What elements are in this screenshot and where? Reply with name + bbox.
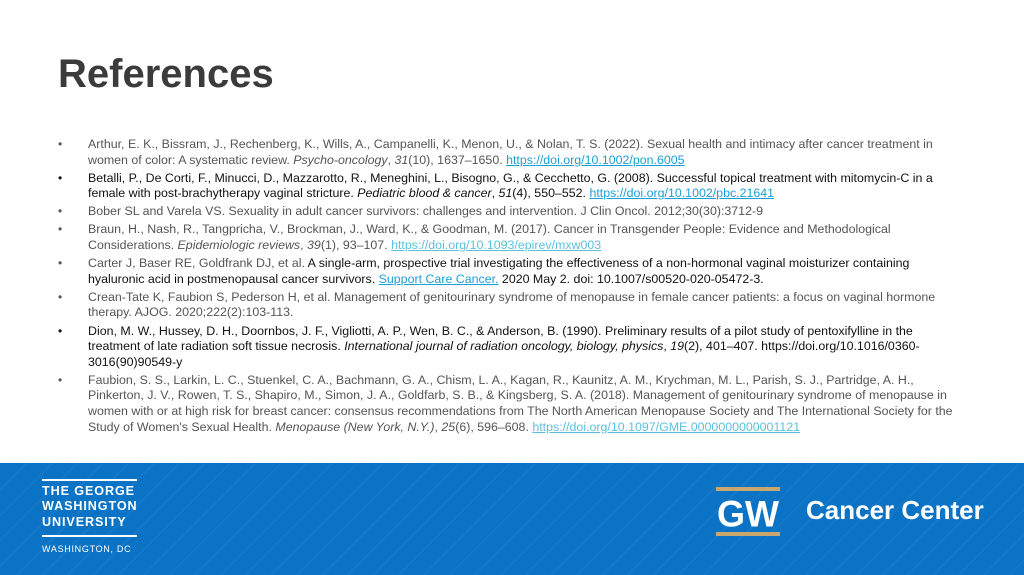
- bullet: •: [58, 222, 63, 237]
- doi-link[interactable]: https://doi.org/10.1002/pon.6005: [506, 152, 685, 167]
- gw-logo-icon: [716, 487, 780, 536]
- reference-text: Betalli, P., De Corti, F., Minucci, D., Mazzarotto, R., Meneghini, L., Bisogno, G., & Cecchetto, G. (2008). Successful topical treatment with mitomycin-C in a female with post-brachytherapy vaginal stricture.: [88, 170, 933, 201]
- divider: [42, 479, 137, 481]
- separator: ,: [663, 339, 671, 354]
- doi-link[interactable]: https://doi.org/10.1002/pbc.21641: [589, 186, 775, 201]
- reference-item: [58, 290, 966, 321]
- wordmark-line: THE GEORGE: [42, 483, 135, 498]
- bullet: •: [58, 323, 63, 338]
- reference-authors: Carter J, Baser RE, Goldfrank DJ, et al.: [88, 256, 308, 271]
- volume: 51: [498, 186, 513, 201]
- reference-text: Faubion, S. S., Larkin, L. C., Stuenkel, C. A., Bachmann, G. A., Chism, L. A., Kagan, R., Kaunitz, A. M., Krychman, M. L., Parish, S. J., Partridge, A. H., Pinkerton, J. V., Rowen, T. S., Shapiro, M., Simon, J. A., Goldfarb, S. B., & Kingsberg, S. A. (2018). Management of genitourinary syndrome of menopause in women with or at high risk for breast cancer: consensus recommendations from The North American Menopause Society and The International Society for the Study of Women's Sexual Health.: [88, 372, 953, 434]
- reference-item: [58, 204, 966, 220]
- center-name: Cancer Center: [806, 495, 984, 525]
- journal-name: Epidemiologic reviews: [177, 238, 301, 253]
- bullet: •: [58, 137, 63, 151]
- bullet: •: [58, 372, 63, 387]
- bullet: •: [58, 256, 63, 271]
- bullet: •: [58, 204, 63, 219]
- volume: 31: [394, 152, 409, 167]
- bullet: •: [58, 289, 63, 304]
- reference-item: [58, 171, 966, 202]
- gwu-wordmark: [42, 479, 137, 554]
- journal-name: Psycho-oncology: [293, 152, 388, 167]
- divider: [42, 535, 137, 537]
- volume: 19: [670, 339, 685, 354]
- separator: ,: [491, 186, 499, 201]
- reference-list: [58, 137, 966, 438]
- journal-name: Menopause (New York, N.Y.): [275, 419, 435, 434]
- location-label: WASHINGTON, DC: [42, 543, 132, 554]
- reference-item: [58, 373, 966, 435]
- journal-name: Pediatric blood & cancer: [357, 186, 492, 201]
- reference-text: Arthur, E. K., Bissram, J., Rechenberg, K., Wills, A., Campanelli, K., Menon, U., & Nolan, T. S. (2022). Sexual health and intimacy after cancer treatment in women of color: A systematic review.: [88, 137, 933, 167]
- reference-item: [58, 222, 966, 253]
- reference-pages: (2), 401–407. https://doi.org/10.1016/0360-3016(90)90549-y: [88, 339, 920, 369]
- separator: ,: [434, 419, 442, 434]
- separator: ,: [387, 152, 395, 167]
- separator: ,: [300, 238, 308, 253]
- reference-text: Dion, M. W., Hussey, D. H., Doornbos, J. F., Vigliotti, A. P., Wen, B. C., & Anderson, B. (1990). Preliminary results of a pilot study of pentoxifylline in the treatment of late radiation soft tissue necrosis.: [88, 323, 913, 354]
- doi-link[interactable]: https://doi.org/10.1093/epirev/mxw003: [391, 238, 602, 253]
- volume: 25: [441, 419, 456, 434]
- reference-doi: 2020 May 2. doi: 10.1007/s00520-020-05472-3.: [498, 271, 764, 286]
- journal-link[interactable]: Support Care Cancer.: [378, 271, 499, 286]
- reference-item: [58, 256, 966, 287]
- wordmark-line: UNIVERSITY: [42, 514, 127, 529]
- reference-text: Braun, H., Nash, R., Tangpricha, V., Brockman, J., Ward, K., & Goodman, M. (2017). Cancer in Transgender People: Evidence and Methodological Considerations.: [88, 222, 891, 253]
- reference-text: Bober SL and Varela VS. Sexuality in adult cancer survivors: challenges and intervention. J Clin Oncol. 2012;30(30):3712-9: [88, 204, 763, 219]
- page-title: References: [58, 52, 274, 96]
- doi-link[interactable]: https://doi.org/10.1097/GME.0000000000001121: [532, 419, 801, 434]
- reference-item: [58, 137, 966, 168]
- wordmark-line: WASHINGTON: [42, 499, 138, 513]
- reference-pages: (6), 596–608.: [455, 419, 533, 434]
- reference-pages: (4), 550–552.: [512, 186, 590, 201]
- journal-name: International journal of radiation oncology, biology, physics: [344, 339, 664, 354]
- reference-item: [58, 324, 966, 371]
- reference-pages: (1), 93–107.: [320, 238, 392, 253]
- bullet: •: [58, 170, 63, 185]
- reference-text: Crean-Tate K, Faubion S, Pederson H, et al. Management of genitourinary syndrome of menopause in female cancer patients: a focus on vaginal hormone therapy. AJOG. 2020;222(2):103-113.: [88, 289, 936, 320]
- reference-pages: (10), 1637–1650.: [408, 152, 507, 167]
- reference-text: A single-arm, prospective trial investigating the effectiveness of a non-hormonal vaginal moisturizer containing hyaluronic acid in postmenopausal cancer survivors.: [88, 256, 910, 286]
- gw-logo-text: GW: [717, 493, 780, 535]
- volume: 39: [307, 238, 321, 253]
